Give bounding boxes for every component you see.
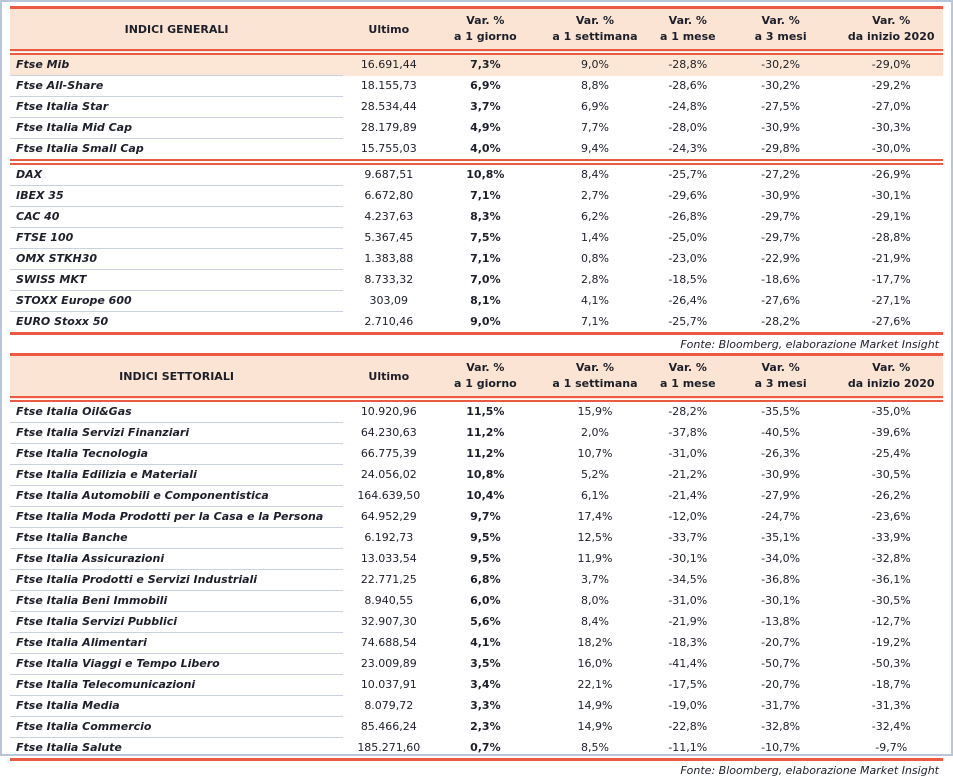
var-cell: -21,4% (668, 489, 708, 502)
ultimo-cell: 10.920,96 (360, 405, 417, 419)
ultimo-cell: 185.271,60 (343, 738, 434, 760)
var-cell: 0,8% (581, 252, 609, 265)
col-header-line1: Var. % (668, 14, 707, 27)
var-cell: 3,4% (470, 678, 501, 691)
var-cell: -30,2% (722, 52, 840, 76)
var-cell: -37,8% (668, 426, 708, 439)
var-cell: 3,7% (470, 100, 501, 113)
var-cell: -35,5% (761, 405, 801, 419)
var-cell: 6,9% (470, 79, 501, 92)
col-header-var (722, 8, 840, 53)
var-cell: 2,8% (581, 273, 609, 286)
var-cell: -13,8% (761, 615, 801, 628)
index-name-cell: Ftse Italia Servizi Finanziari (10, 423, 343, 444)
var-cell: 8,4% (581, 168, 609, 182)
var-cell: -31,0% (668, 594, 708, 607)
var-cell: 6,2% (581, 210, 609, 223)
ultimo-cell: 16.691,44 (343, 52, 434, 76)
col-header-line2: a 1 mese (659, 377, 716, 390)
index-name-cell: STOXX Europe 600 (10, 291, 343, 312)
var-cell: -30,5% (871, 594, 911, 607)
index-name-cell: Ftse Italia Small Cap (10, 139, 343, 163)
ultimo-cell: 74.688,54 (360, 636, 417, 649)
var-cell: 4,0% (435, 139, 537, 163)
var-cell: 7,7% (581, 121, 609, 134)
col-header-var (839, 355, 943, 400)
var-cell: 7,0% (470, 273, 501, 286)
var-cell: -24,8% (668, 100, 708, 113)
var-cell: 4,1% (581, 294, 609, 307)
index-row (10, 118, 943, 139)
ultimo-cell: 4.237,63 (364, 210, 414, 223)
var-cell: 1,4% (581, 231, 609, 244)
var-cell: -30,9% (761, 121, 801, 134)
var-cell: -19,2% (871, 636, 911, 649)
index-row (10, 486, 943, 507)
ultimo-cell: 303,09 (369, 294, 409, 307)
index-name-cell: Ftse Italia Tecnologia (10, 444, 343, 465)
col-header-ultimo: Ultimo (343, 355, 434, 400)
col-header-line2: a 1 mese (659, 30, 716, 43)
index-row (10, 591, 943, 612)
index-name-cell: IBEX 35 (10, 186, 343, 207)
col-header-line1: Var. % (575, 14, 615, 27)
var-cell: 5,6% (470, 615, 501, 628)
col-header-line1: Var. % (575, 361, 615, 374)
var-cell: 2,0% (581, 426, 609, 439)
var-cell: -26,4% (668, 294, 708, 307)
var-cell: -23,6% (871, 510, 911, 523)
var-cell: -35,1% (761, 531, 801, 544)
var-cell: -29,7% (761, 231, 801, 244)
var-cell: 7,1% (470, 252, 501, 265)
var-cell: 9,0% (435, 312, 537, 334)
col-header-var (536, 8, 654, 53)
var-cell: -25,7% (668, 168, 708, 182)
var-cell: 8,8% (581, 79, 609, 92)
index-name-cell: Ftse Italia Commercio (10, 717, 343, 738)
index-name-cell: Ftse Italia Automobili e Componentistica (10, 486, 343, 507)
var-cell: 22,1% (577, 678, 613, 691)
var-cell: -18,5% (668, 273, 708, 286)
var-cell: -31,7% (761, 699, 801, 712)
var-cell: -31,3% (871, 699, 911, 712)
var-cell: 7,5% (470, 231, 501, 244)
index-row (10, 570, 943, 591)
var-cell: 16,0% (577, 657, 613, 670)
index-name-cell: Ftse Italia Servizi Pubblici (10, 612, 343, 633)
ultimo-cell: 66.775,39 (360, 447, 417, 460)
col-header-line1: Var. % (466, 14, 505, 27)
var-cell: 7,1% (470, 189, 501, 202)
var-cell: 9,7% (470, 510, 501, 523)
index-name-cell: OMX STKH30 (10, 249, 343, 270)
col-header-line1: Var. % (668, 361, 707, 374)
source-note: Fonte: Bloomberg, elaborazione Market Insight (680, 764, 939, 777)
index-row (10, 312, 943, 334)
col-header-line2: a 1 settimana (552, 30, 638, 43)
var-cell: -33,9% (871, 531, 911, 544)
col-header-line1: Var. % (872, 361, 911, 374)
var-cell: -32,4% (871, 720, 911, 733)
ultimo-cell: 85.466,24 (360, 720, 417, 733)
ultimo-cell: 164.639,50 (357, 489, 421, 502)
var-cell: -30,5% (871, 468, 911, 481)
var-cell: -20,7% (761, 678, 801, 691)
var-cell: -27,6% (761, 294, 801, 307)
var-cell: -27,9% (761, 489, 801, 502)
var-cell: 11,5% (466, 405, 505, 419)
ultimo-cell: 24.056,02 (360, 468, 417, 481)
index-row (10, 399, 943, 423)
var-cell: 14,9% (577, 699, 613, 712)
index-row (10, 139, 943, 163)
index-row (10, 507, 943, 528)
var-cell: -36,1% (871, 573, 911, 586)
var-cell: 8,3% (470, 210, 501, 223)
ultimo-cell: 5.367,45 (364, 231, 414, 244)
col-header-var (654, 8, 722, 53)
col-header-line2: da inizio 2020 (847, 377, 935, 390)
index-name-cell: Ftse Italia Telecomunicazioni (10, 675, 343, 696)
var-cell: -21,9% (668, 615, 708, 628)
var-cell: 5,2% (581, 468, 609, 481)
var-cell: -18,7% (871, 678, 911, 691)
var-cell: 12,5% (577, 531, 613, 544)
index-row (10, 270, 943, 291)
var-cell: -28,2% (722, 312, 840, 334)
var-cell: -25,4% (871, 447, 911, 460)
var-cell: -27,1% (871, 294, 911, 307)
var-cell: -10,7% (722, 738, 840, 760)
var-cell: -30,9% (761, 468, 801, 481)
general-indices-section (10, 6, 943, 353)
col-header-var (435, 8, 537, 53)
index-row (10, 717, 943, 738)
index-name-cell: Ftse Italia Oil&Gas (10, 399, 343, 423)
var-cell: 8,5% (536, 738, 654, 760)
index-row (10, 162, 943, 186)
index-name-cell: EURO Stoxx 50 (10, 312, 343, 334)
var-cell: 3,3% (470, 699, 501, 712)
ultimo-cell: 8.079,72 (364, 699, 414, 712)
var-cell: -26,9% (871, 168, 911, 182)
index-name-cell: Ftse Italia Banche (10, 528, 343, 549)
col-header-line2: a 3 mesi (754, 30, 807, 43)
var-cell: -25,7% (654, 312, 722, 334)
index-name-cell: Ftse Italia Beni Immobili (10, 591, 343, 612)
index-row (10, 76, 943, 97)
var-cell: 6,9% (581, 100, 609, 113)
col-header-line1: Var. % (872, 14, 911, 27)
ultimo-cell: 22.771,25 (360, 573, 417, 586)
index-row (10, 207, 943, 228)
index-name-cell: Ftse Italia Alimentari (10, 633, 343, 654)
var-cell: 6,1% (581, 489, 609, 502)
index-row (10, 528, 943, 549)
ultimo-cell: 28.534,44 (360, 100, 417, 113)
index-row (10, 186, 943, 207)
var-cell: -32,8% (871, 552, 911, 565)
var-cell: -9,7% (839, 738, 943, 760)
index-name-cell: Ftse Italia Mid Cap (10, 118, 343, 139)
var-cell: -33,7% (668, 531, 708, 544)
var-cell: -31,0% (668, 447, 708, 460)
var-cell: -30,9% (761, 189, 801, 202)
table-title: INDICI SETTORIALI (10, 355, 343, 400)
col-header-line2: a 1 settimana (552, 377, 638, 390)
index-row (10, 738, 943, 760)
var-cell: 4,1% (470, 636, 501, 649)
table-title: INDICI GENERALI (10, 8, 343, 53)
var-cell: -40,5% (761, 426, 801, 439)
index-row (10, 612, 943, 633)
ultimo-cell: 28.179,89 (360, 121, 417, 134)
var-cell: 7,1% (536, 312, 654, 334)
var-cell: -26,2% (871, 489, 911, 502)
var-cell: -36,8% (761, 573, 801, 586)
var-cell: -29,0% (839, 52, 943, 76)
var-cell: -32,8% (761, 720, 801, 733)
var-cell: -30,2% (761, 79, 801, 92)
index-row (10, 696, 943, 717)
index-row (10, 228, 943, 249)
var-cell: -18,3% (668, 636, 708, 649)
index-row (10, 97, 943, 118)
index-name-cell: Ftse Italia Prodotti e Servizi Industriali (10, 570, 343, 591)
index-row (10, 52, 943, 76)
var-cell: 14,9% (577, 720, 613, 733)
col-header-ultimo: Ultimo (343, 8, 434, 53)
col-header-line2: da inizio 2020 (847, 30, 935, 43)
var-cell: -50,3% (871, 657, 911, 670)
var-cell: -35,0% (871, 405, 911, 419)
var-cell: -28,6% (668, 79, 708, 92)
var-cell: -24,7% (761, 510, 801, 523)
var-cell: -41,4% (668, 657, 708, 670)
index-name-cell: Ftse Italia Salute (10, 738, 343, 760)
ultimo-cell: 64.952,29 (360, 510, 417, 523)
var-cell: -28,2% (668, 405, 708, 419)
index-row (10, 549, 943, 570)
index-name-cell: Ftse Italia Media (10, 696, 343, 717)
var-cell: -30,1% (871, 189, 911, 202)
index-row (10, 291, 943, 312)
var-cell: 6,8% (470, 573, 501, 586)
ultimo-cell: 6.192,73 (364, 531, 414, 544)
var-cell: 4,9% (470, 121, 501, 134)
var-cell: 9,4% (536, 139, 654, 163)
var-cell: -50,7% (761, 657, 801, 670)
var-cell: -29,7% (761, 210, 801, 223)
var-cell: -27,0% (871, 100, 911, 113)
col-header-var (839, 8, 943, 53)
col-header-line1: Var. % (466, 361, 505, 374)
ultimo-cell: 6.672,80 (364, 189, 414, 202)
var-cell: -25,0% (668, 231, 708, 244)
col-header-line1: Var. % (761, 14, 800, 27)
ultimo-cell: 8.733,32 (364, 273, 414, 286)
var-cell: 9,0% (536, 52, 654, 76)
ultimo-cell: 23.009,89 (360, 657, 417, 670)
var-cell: -12,0% (668, 510, 708, 523)
col-header-line2: a 3 mesi (754, 377, 807, 390)
var-cell: 11,2% (466, 447, 505, 460)
ultimo-cell: 2.710,46 (343, 312, 434, 334)
var-cell: -24,3% (654, 139, 722, 163)
ultimo-cell: 32.907,30 (360, 615, 417, 628)
ultimo-cell: 13.033,54 (360, 552, 417, 565)
var-cell: 8,4% (581, 615, 609, 628)
col-header-var (654, 355, 722, 400)
table-header-row (10, 355, 943, 400)
index-name-cell: Ftse Mib (10, 52, 343, 76)
var-cell: 3,7% (581, 573, 609, 586)
general-indices-table (10, 6, 943, 335)
var-cell: -19,0% (668, 699, 708, 712)
index-row (10, 633, 943, 654)
index-name-cell: Ftse Italia Star (10, 97, 343, 118)
var-cell: -17,5% (668, 678, 708, 691)
var-cell: -26,8% (668, 210, 708, 223)
ultimo-cell: 15.755,03 (343, 139, 434, 163)
var-cell: -30,0% (839, 139, 943, 163)
var-cell: 7,3% (435, 52, 537, 76)
var-cell: -30,1% (761, 594, 801, 607)
var-cell: -29,1% (871, 210, 911, 223)
var-cell: -34,5% (668, 573, 708, 586)
index-row (10, 654, 943, 675)
var-cell: -22,9% (761, 252, 801, 265)
var-cell: 11,2% (466, 426, 505, 439)
col-header-var (722, 355, 840, 400)
var-cell: -26,3% (761, 447, 801, 460)
var-cell: 10,8% (466, 468, 505, 481)
var-cell: 0,7% (435, 738, 537, 760)
index-name-cell: Ftse Italia Viaggi e Tempo Libero (10, 654, 343, 675)
index-name-cell: Ftse Italia Edilizia e Materiali (10, 465, 343, 486)
sector-indices-table (10, 353, 943, 761)
index-name-cell: FTSE 100 (10, 228, 343, 249)
var-cell: -34,0% (761, 552, 801, 565)
var-cell: 17,4% (577, 510, 613, 523)
var-cell: -28,8% (654, 52, 722, 76)
var-cell: -20,7% (761, 636, 801, 649)
var-cell: 2,7% (581, 189, 609, 202)
index-row (10, 444, 943, 465)
ultimo-cell: 1.383,88 (364, 252, 414, 265)
var-cell: 10,4% (466, 489, 505, 502)
var-cell: -22,8% (668, 720, 708, 733)
var-cell: 10,7% (577, 447, 613, 460)
var-cell: 2,3% (470, 720, 501, 733)
index-name-cell: CAC 40 (10, 207, 343, 228)
var-cell: 15,9% (577, 405, 613, 419)
col-header-var (536, 355, 654, 400)
ultimo-cell: 64.230,63 (360, 426, 417, 439)
sector-indices-section (10, 353, 943, 779)
source-note: Fonte: Bloomberg, elaborazione Market Insight (680, 338, 939, 351)
col-header-var (435, 355, 537, 400)
var-cell: -29,2% (871, 79, 911, 92)
var-cell: -21,2% (668, 468, 708, 481)
var-cell: -23,0% (668, 252, 708, 265)
var-cell: -39,6% (871, 426, 911, 439)
var-cell: 11,9% (577, 552, 613, 565)
index-row (10, 675, 943, 696)
index-name-cell: SWISS MKT (10, 270, 343, 291)
ultimo-cell: 8.940,55 (364, 594, 414, 607)
ultimo-cell: 10.037,91 (360, 678, 417, 691)
var-cell: -30,3% (871, 121, 911, 134)
var-cell: 10,8% (466, 168, 505, 182)
col-header-line2: a 1 giorno (453, 377, 517, 390)
col-header-line1: Var. % (761, 361, 800, 374)
index-name-cell: Ftse All-Share (10, 76, 343, 97)
var-cell: -28,0% (668, 121, 708, 134)
index-row (10, 249, 943, 270)
ultimo-cell: 18.155,73 (360, 79, 417, 92)
index-name-cell: DAX (10, 162, 343, 186)
var-cell: -18,6% (761, 273, 801, 286)
var-cell: -21,9% (871, 252, 911, 265)
var-cell: 6,0% (470, 594, 501, 607)
var-cell: -27,6% (839, 312, 943, 334)
var-cell: 3,5% (470, 657, 501, 670)
var-cell: -27,5% (761, 100, 801, 113)
var-cell: 18,2% (577, 636, 613, 649)
var-cell: -28,8% (871, 231, 911, 244)
var-cell: 9,5% (470, 552, 501, 565)
var-cell: 9,5% (470, 531, 501, 544)
var-cell: -27,2% (761, 168, 801, 182)
var-cell: -11,1% (654, 738, 722, 760)
index-name-cell: Ftse Italia Assicurazioni (10, 549, 343, 570)
index-row (10, 465, 943, 486)
var-cell: 8,1% (470, 294, 501, 307)
ultimo-cell: 9.687,51 (364, 168, 414, 182)
var-cell: -29,8% (722, 139, 840, 163)
table-header-row (10, 8, 943, 53)
var-cell: 8,0% (581, 594, 609, 607)
var-cell: -29,6% (668, 189, 708, 202)
index-name-cell: Ftse Italia Moda Prodotti per la Casa e la Persona (10, 507, 343, 528)
var-cell: -30,1% (668, 552, 708, 565)
var-cell: -12,7% (871, 615, 911, 628)
index-row (10, 423, 943, 444)
col-header-line2: a 1 giorno (453, 30, 517, 43)
var-cell: -17,7% (871, 273, 911, 286)
